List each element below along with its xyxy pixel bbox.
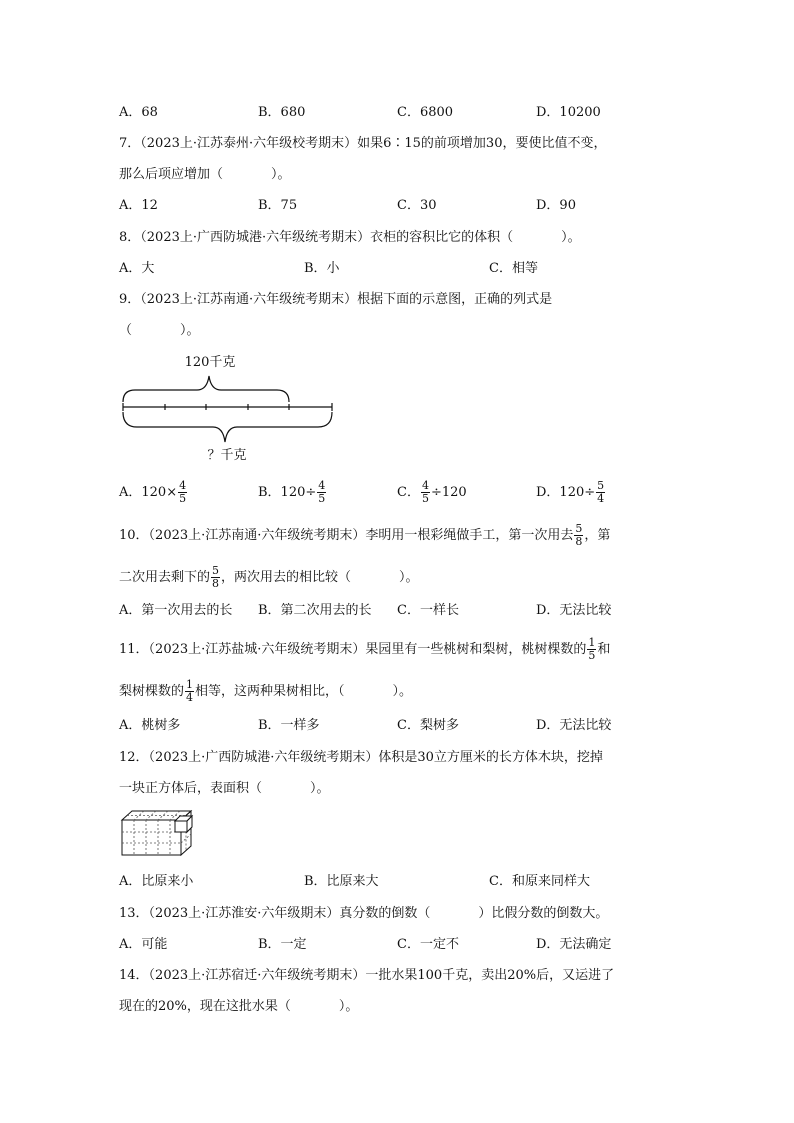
denominator: 5 <box>318 492 326 505</box>
option-text: A．120× <box>119 485 178 500</box>
q11-stem-text: 11．（2023上·江苏盐城·六年级统考期末）果园里有一些桃树和梨树，桃树棵数的 <box>119 642 587 657</box>
q7-option-a[interactable]: A．12 <box>119 198 158 213</box>
denominator: 8 <box>212 577 220 590</box>
q10-stem-end: ，第 <box>584 528 611 543</box>
q9-stem-line2 <box>119 321 200 341</box>
q7-stem-line2 <box>119 165 291 185</box>
q8-option-b[interactable]: B．小 <box>304 261 340 276</box>
option-text: D．120÷ <box>536 485 596 500</box>
numerator: 5 <box>212 564 220 577</box>
q8-option-c[interactable]: C．相等 <box>489 261 538 276</box>
q11-stem-end: 和 <box>597 642 611 657</box>
q11-option-b[interactable]: B．一样多 <box>258 718 320 733</box>
segment-diagram <box>115 344 345 466</box>
denominator: 5 <box>179 492 187 505</box>
q10-option-a[interactable]: A．第一次用去的长 <box>119 603 233 618</box>
cuboid-figure <box>119 808 199 858</box>
q10-option-b[interactable]: B．第二次用去的长 <box>258 603 372 618</box>
q10-stem-text: ，两次用去的相比较（ <box>221 570 352 585</box>
q7-option-b[interactable]: B．75 <box>258 198 298 213</box>
q13-option-c[interactable]: C．一定不 <box>397 937 459 952</box>
q11-option-a[interactable]: A．桃树多 <box>119 718 181 733</box>
denominator: 4 <box>186 691 194 704</box>
q9-option-c[interactable] <box>397 480 467 505</box>
fraction <box>178 480 187 505</box>
q6-option-d[interactable]: D．10200 <box>536 105 601 120</box>
q6-option-b[interactable]: B．680 <box>258 105 306 120</box>
q6-option-a[interactable]: A．68 <box>119 105 158 120</box>
fraction <box>211 565 220 590</box>
fraction <box>421 480 430 505</box>
q14-stem-line1: 14．（2023上·江苏宿迁·六年级统考期末）一批水果100千克，卖出20%后，又运进了 <box>119 968 615 983</box>
q9-option-b[interactable] <box>258 480 327 505</box>
q8-stem-end: ）。 <box>561 230 581 245</box>
q10-stem-line1 <box>119 523 610 548</box>
fraction <box>587 637 596 662</box>
q12-stem-line2 <box>119 779 330 799</box>
denominator: 5 <box>421 492 429 505</box>
denominator: 5 <box>588 649 596 662</box>
q7-stem-text: 那么后项应增加（ <box>119 167 224 182</box>
q10-stem-line2 <box>119 565 419 590</box>
q13-stem-line1 <box>119 904 608 924</box>
removed-cube <box>175 816 192 832</box>
diagram-bottom-label: ？千克 <box>207 448 247 463</box>
q9-stem-end: ）。 <box>180 323 200 338</box>
numerator: 4 <box>318 479 326 492</box>
q11-stem-end: ）。 <box>392 684 413 699</box>
q11-stem-line1 <box>119 637 610 662</box>
denominator: 4 <box>597 492 605 505</box>
q6-option-c[interactable]: C．6800 <box>397 105 454 120</box>
top-brace <box>123 376 289 402</box>
q13-option-d[interactable]: D．无法确定 <box>536 937 612 952</box>
denominator: 8 <box>575 535 583 548</box>
numerator: 1 <box>588 636 596 649</box>
q9-stem-line1: 9．（2023上·江苏南通·六年级统考期末）根据下面的示意图，正确的列式是 <box>119 292 553 307</box>
q11-option-c[interactable]: C．梨树多 <box>397 718 459 733</box>
q8-option-a[interactable]: A．大 <box>119 261 155 276</box>
q10-stem-text: 10．（2023上·江苏南通·六年级统考期末）李明用一根彩绳做手工，第一次用去 <box>119 528 574 543</box>
option-text: B．120÷ <box>258 485 317 500</box>
q13-option-a[interactable]: A．可能 <box>119 937 168 952</box>
numerator: 5 <box>575 522 583 535</box>
q7-stem-line1: 7．（2023上·江苏泰州·六年级校考期末）如果6∶15的前项增加30，要使比值不变， <box>119 136 607 151</box>
q12-stem-end: ）。 <box>310 781 330 796</box>
q13-stem-end: ）比假分数的倒数大。 <box>478 906 609 921</box>
fraction <box>596 480 605 505</box>
option-text: ÷120 <box>430 485 467 500</box>
q7-option-c[interactable]: C．30 <box>397 198 437 213</box>
q14-stem-line2 <box>119 997 358 1017</box>
q13-option-b[interactable]: B．一定 <box>258 937 307 952</box>
q11-stem-text: 梨树棵数的 <box>119 684 185 699</box>
q11-stem-line2 <box>119 679 412 704</box>
q12-stem-text: 一块正方体后，表面积（ <box>119 781 263 796</box>
q9-option-a[interactable] <box>119 480 188 505</box>
q8-stem-line1 <box>119 228 581 248</box>
q10-option-d[interactable]: D．无法比较 <box>536 603 612 618</box>
q7-option-d[interactable]: D．90 <box>536 198 576 213</box>
option-text: C． <box>397 485 420 500</box>
q8-stem-text: 8．（2023上·广西防城港·六年级统考期末）衣柜的容积比它的体积（ <box>119 230 514 245</box>
q12-stem-line1: 12．（2023上·广西防城港·六年级统考期末）体积是30立方厘米的长方体木块，挖掉 <box>119 750 603 765</box>
fraction <box>574 523 583 548</box>
fraction <box>185 679 194 704</box>
numerator: 5 <box>597 479 605 492</box>
q10-stem-end: ）。 <box>399 570 419 585</box>
q12-option-a[interactable]: A．比原来小 <box>119 874 194 889</box>
q12-option-c[interactable]: C．和原来同样大 <box>489 874 590 889</box>
q11-option-d[interactable]: D．无法比较 <box>536 718 612 733</box>
numerator: 1 <box>186 678 194 691</box>
fraction <box>317 480 326 505</box>
q9-option-d[interactable] <box>536 480 606 505</box>
q13-stem-text: 13．（2023上·江苏淮安·六年级期末）真分数的倒数（ <box>119 906 431 921</box>
q10-option-c[interactable]: C．一样长 <box>397 603 459 618</box>
numerator: 4 <box>421 479 429 492</box>
q10-stem-text: 二次用去剩下的 <box>119 570 211 585</box>
q14-stem-end: ）。 <box>338 999 359 1014</box>
bottom-brace <box>123 412 332 442</box>
q14-stem-text: 现在的20%，现在这批水果（ <box>119 999 291 1014</box>
q12-option-b[interactable]: B．比原来大 <box>304 874 379 889</box>
q11-stem-text: 相等，这两种果树相比，（ <box>195 684 345 699</box>
q9-stem-text: （ <box>119 323 133 338</box>
diagram-top-label: 120千克 <box>184 355 236 370</box>
numerator: 4 <box>179 479 187 492</box>
q7-stem-end: ）。 <box>271 167 291 182</box>
